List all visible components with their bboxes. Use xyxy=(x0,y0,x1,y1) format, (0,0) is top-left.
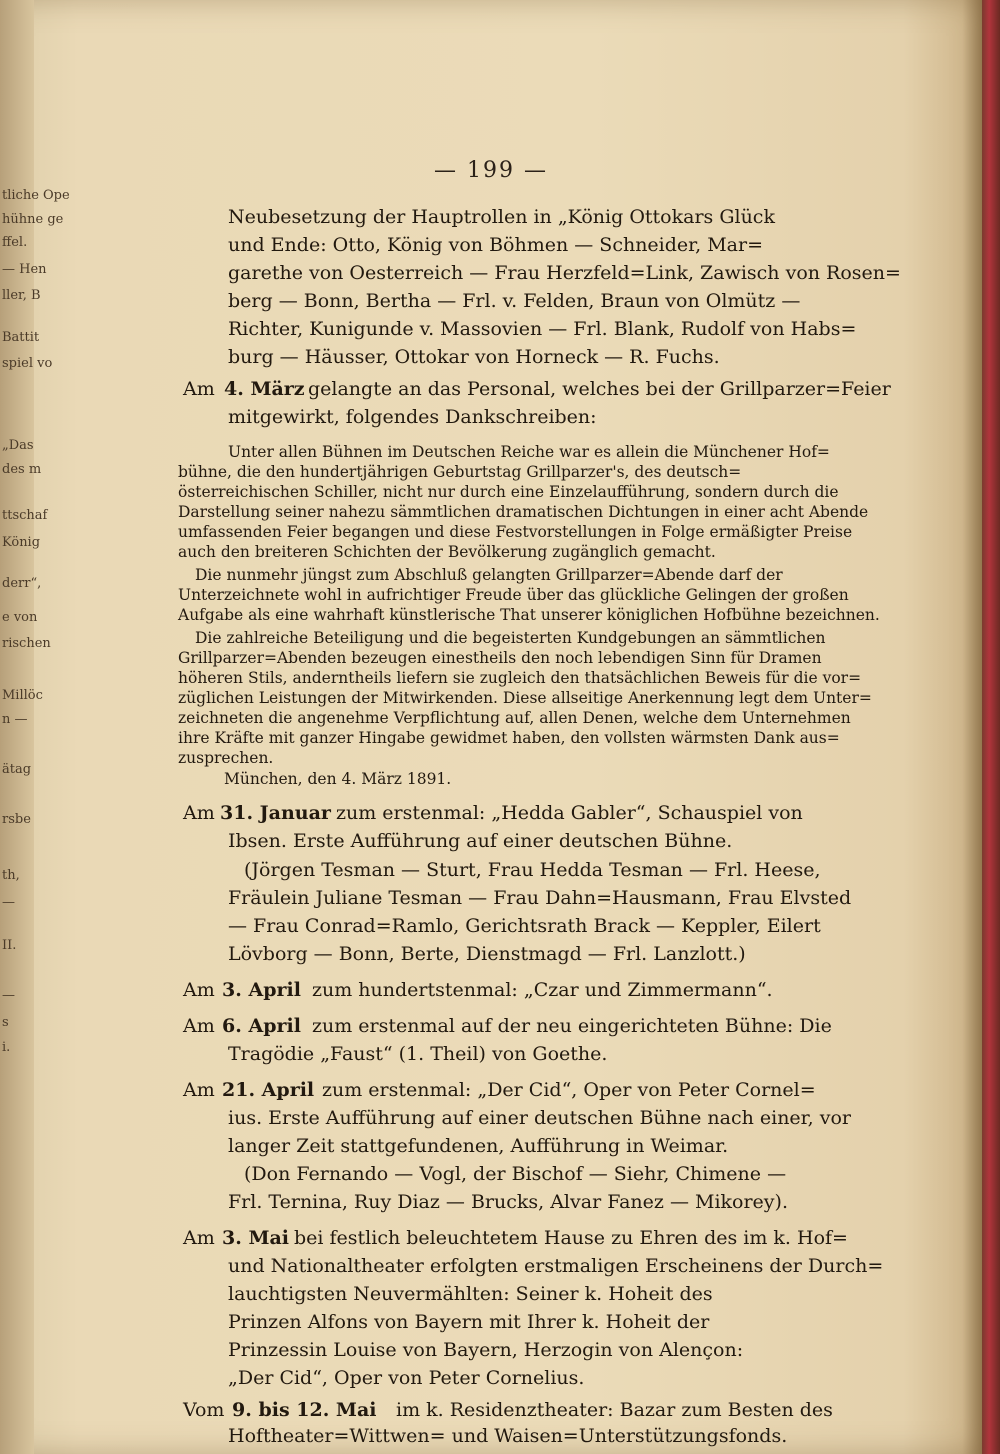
margin-fragment: hühne ge xyxy=(2,212,64,227)
letter-line: Die nunmehr jüngst zum Abschluß gelangten Grillparzer=Abende darf der xyxy=(195,566,783,584)
letter-line: ihre Kräfte mit ganzer Hingabe gewidmet haben, den vollsten wärmsten Dank aus= xyxy=(178,729,840,747)
entry-date: 4. März xyxy=(224,378,305,400)
entry-date: 3. Mai xyxy=(222,1227,290,1249)
margin-fragment: ffel. xyxy=(2,235,28,250)
letter-line: österreichischen Schiller, nicht nur durch eine Einzelaufführung, sondern durch die xyxy=(178,483,839,501)
entry-label-am: Am xyxy=(183,1079,215,1101)
text-line: zum erstenmal: „Der Cid“, Oper von Peter Cornel= xyxy=(322,1079,816,1101)
letter-line: bühne, die den hundertjährigen Geburtstag Grillparzer's, des deutsch= xyxy=(178,463,742,481)
margin-fragment: — xyxy=(2,988,15,1003)
entry-label-am: Am xyxy=(183,979,215,1001)
margin-fragment: — Hen xyxy=(2,262,47,277)
letter-line: züglichen Leistungen der Mitwirkenden. Diese allseitige Anerkennung legt dem Unter= xyxy=(178,689,872,707)
letter-line: höheren Stils, anderntheils liefern sie zugleich den thatsächlichen Beweis für die vor= xyxy=(178,669,862,687)
previous-page-edge xyxy=(0,0,70,1454)
text-line: und Ende: Otto, König von Böhmen — Schneider, Mar= xyxy=(228,234,764,256)
margin-fragment: Battit xyxy=(2,330,40,345)
text-line: Frl. Ternina, Ruy Diaz — Brucks, Alvar Fanez — Mikorey). xyxy=(228,1191,788,1213)
text-line: burg — Häusser, Ottokar von Horneck — R. Fuchs. xyxy=(228,346,720,368)
margin-fragment: II. xyxy=(2,938,17,953)
text-line: lauchtigsten Neuvermählten: Seiner k. Hoheit des xyxy=(228,1283,713,1305)
letter-line: Aufgabe als eine wahrhaft künstlerische That unserer königlichen Hofbühne bezeichnen. xyxy=(178,606,880,624)
margin-fragment: ller, B xyxy=(2,288,41,303)
text-line: mitgewirkt, folgendes Dankschreiben: xyxy=(228,406,597,428)
text-line: ius. Erste Aufführung auf einer deutschen Bühne nach einer, vor xyxy=(228,1107,852,1129)
margin-fragment: rischen xyxy=(2,636,51,651)
text-line: (Don Fernando — Vogl, der Bischof — Siehr, Chimene — xyxy=(244,1163,787,1185)
letter-line: Unter allen Bühnen im Deutschen Reiche war es allein die Münchener Hof= xyxy=(228,443,830,461)
entry-date: 6. April xyxy=(222,1015,301,1037)
text-line: — Frau Conrad=Ramlo, Gerichtsrath Brack — Keppler, Eilert xyxy=(228,915,821,937)
letter-line: Grillparzer=Abenden bezeugen einestheils den noch lebendigen Sinn für Dramen xyxy=(178,649,822,667)
book-binding xyxy=(982,0,1000,1454)
entry-label-am: Am xyxy=(183,378,215,400)
margin-fragment: des m xyxy=(2,462,42,477)
text-line: Fräulein Juliane Tesman — Frau Dahn=Hausmann, Frau Elvsted xyxy=(228,887,852,909)
entry-label-am: Am xyxy=(183,1015,215,1037)
letter-line: Unterzeichnete wohl in aufrichtiger Freude über das glückliche Gelingen der großen xyxy=(178,586,849,604)
margin-fragment: — xyxy=(2,895,15,910)
letter-line: auch den breiteren Schichten der Bevölkerung zugänglich gemacht. xyxy=(178,543,716,561)
entry-date: 21. April xyxy=(222,1079,315,1101)
entry-date: 9. bis 12. Mai xyxy=(232,1399,377,1421)
entry-date: 3. April xyxy=(222,979,301,1001)
margin-fragment: derr“, xyxy=(2,576,42,591)
margin-fragment: „Das xyxy=(2,438,34,453)
margin-fragment: n — xyxy=(2,712,28,727)
text-line: Prinzessin Louise von Bayern, Herzogin von Alençon: xyxy=(228,1339,744,1361)
letter-line: Die zahlreiche Beteiligung und die begeisterten Kundgebungen an sämmtlichen xyxy=(195,629,826,647)
text-line: Lövborg — Bonn, Berte, Dienstmagd — Frl. Lanzlott.) xyxy=(228,943,746,965)
text-line: garethe von Oesterreich — Frau Herzfeld=Link, Zawisch von Rosen= xyxy=(228,262,901,284)
entry-label-am: Am xyxy=(183,802,215,824)
page-number: — 199 — xyxy=(434,158,548,183)
entry-label-am: Am xyxy=(183,1227,215,1249)
margin-fragment: th, xyxy=(2,868,20,883)
text-line: und Nationaltheater erfolgten erstmaligen Erscheinens der Durch= xyxy=(228,1255,884,1277)
margin-fragment: spiel vo xyxy=(2,356,53,371)
text-line: „Der Cid“, Oper von Peter Cornelius. xyxy=(228,1367,585,1389)
text-line: Hoftheater=Wittwen= und Waisen=Unterstützungsfonds. xyxy=(228,1425,788,1447)
text-line: Ibsen. Erste Aufführung auf einer deutschen Bühne. xyxy=(228,830,733,852)
margin-fragment: i. xyxy=(2,1040,11,1055)
margin-fragment: ätag xyxy=(2,762,32,777)
letter-line: Darstellung seiner nahezu sämmtlichen dramatischen Dichtungen in einer acht Abende xyxy=(178,503,869,521)
text-line: zum erstenmal auf der neu eingerichteten Bühne: Die xyxy=(312,1015,832,1037)
margin-fragment: Millöc xyxy=(2,688,43,703)
margin-fragment: ttschaf xyxy=(2,508,48,523)
entry-label-vom: Vom xyxy=(183,1399,225,1421)
text-line: Richter, Kunigunde v. Massovien — Frl. Blank, Rudolf von Habs= xyxy=(228,318,857,340)
letter-signature: München, den 4. März 1891. xyxy=(224,770,452,788)
text-line: (Jörgen Tesman — Sturt, Frau Hedda Tesman — Frl. Heese, xyxy=(244,859,821,881)
letter-line: zusprechen. xyxy=(178,749,274,767)
margin-fragment: rsbe xyxy=(2,812,31,827)
text-line: gelangte an das Personal, welches bei der Grillparzer=Feier xyxy=(308,378,891,400)
letter-line: umfassenden Feier begangen und diese Festvorstellungen in Folge ermäßigter Preise xyxy=(178,523,853,541)
margin-fragment: s xyxy=(2,1015,9,1030)
margin-fragment: König xyxy=(2,535,41,550)
margin-fragment: e von xyxy=(2,610,38,625)
text-line: Neubesetzung der Hauptrollen in „König Ottokars Glück xyxy=(228,206,775,228)
entry-date: 31. Januar xyxy=(220,802,331,824)
text-line: Tragödie „Faust“ (1. Theil) von Goethe. xyxy=(228,1043,608,1065)
text-line: berg — Bonn, Bertha — Frl. v. Felden, Braun von Olmütz — xyxy=(228,290,801,312)
text-line: Prinzen Alfons von Bayern mit Ihrer k. Hoheit der xyxy=(228,1311,710,1333)
letter-line: zeichneten die angenehme Verpflichtung auf, allen Denen, welche dem Unternehmen xyxy=(178,709,851,727)
text-line: zum hundertstenmal: „Czar und Zimmermann“. xyxy=(312,979,773,1001)
margin-fragment: tliche Ope xyxy=(2,188,70,203)
text-line: im k. Residenztheater: Bazar zum Besten des xyxy=(396,1399,833,1421)
text-line: langer Zeit stattgefundenen, Aufführung in Weimar. xyxy=(228,1135,729,1157)
text-line: zum erstenmal: „Hedda Gabler“, Schauspiel von xyxy=(336,802,803,824)
text-line: bei festlich beleuchtetem Hause zu Ehren des im k. Hof= xyxy=(294,1227,848,1249)
